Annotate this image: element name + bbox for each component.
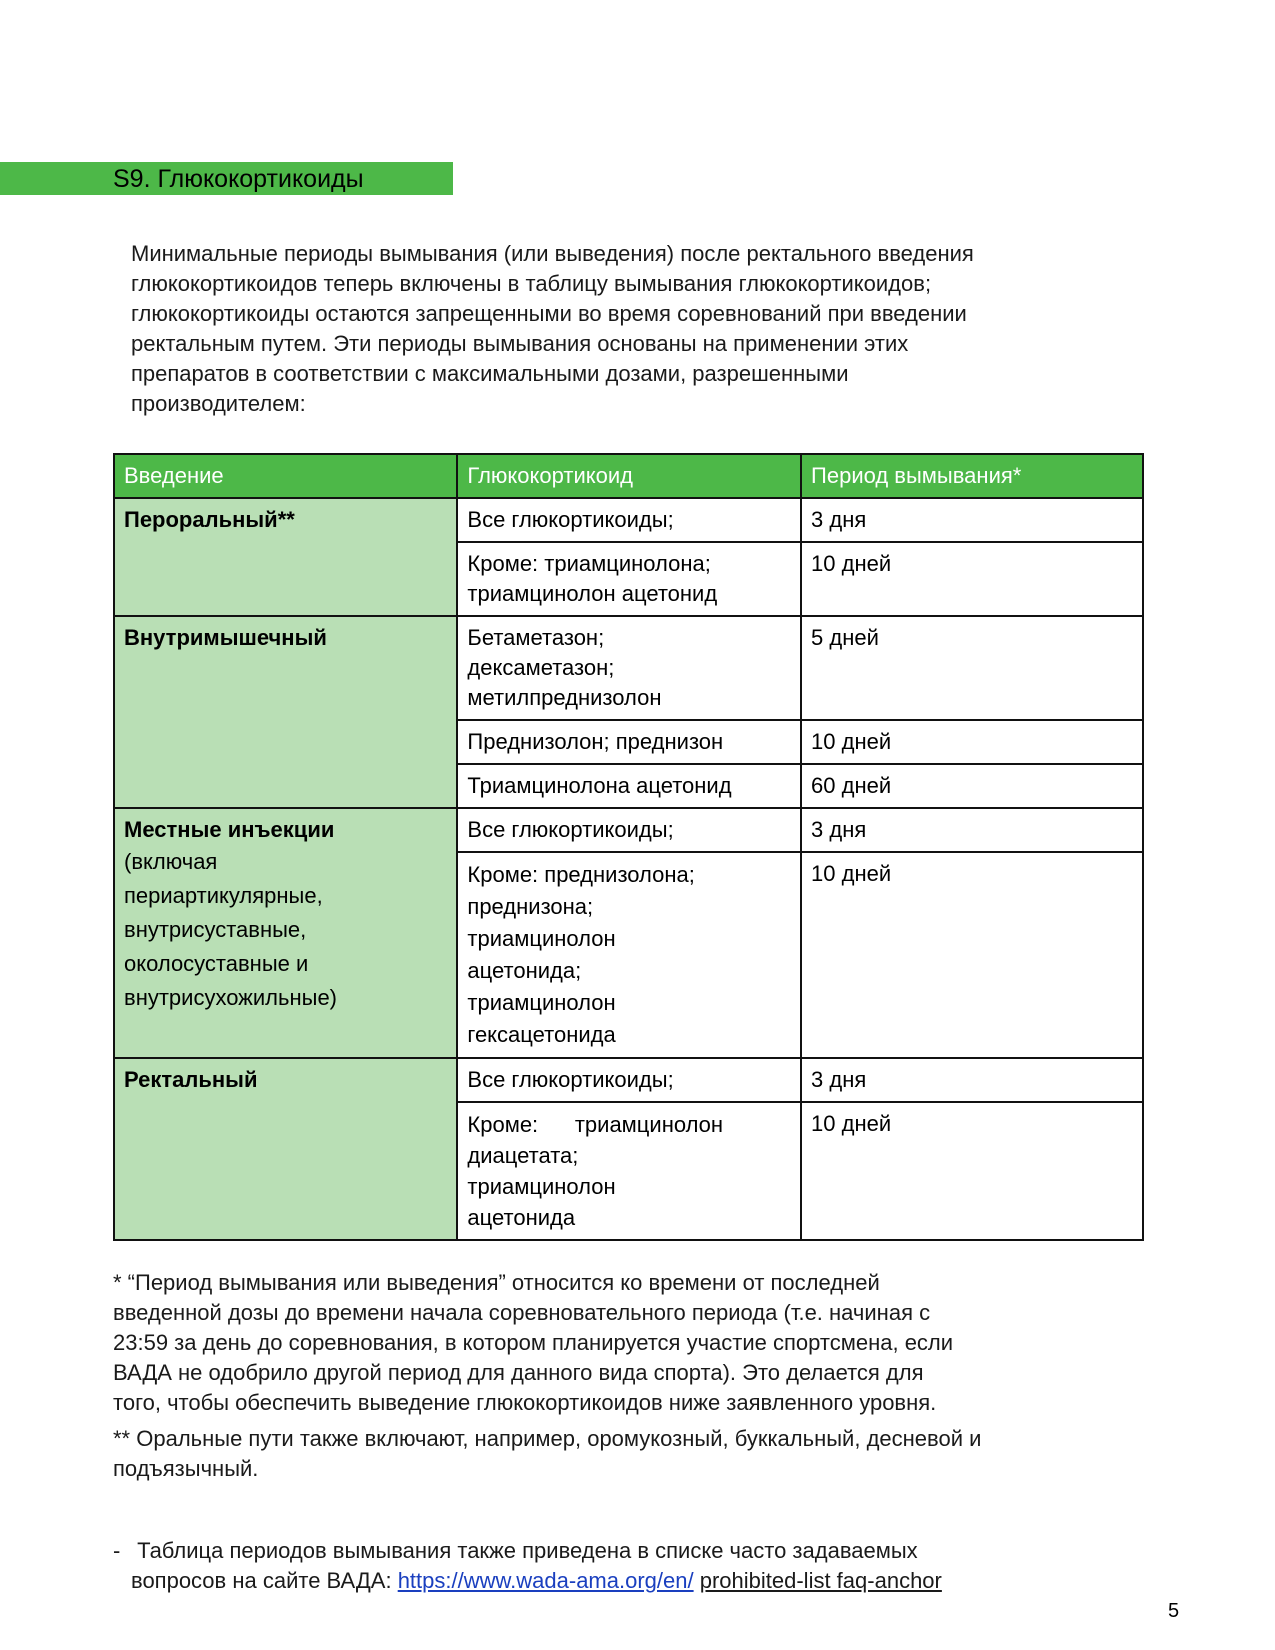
- drug-cell: [457, 616, 801, 720]
- period-cell: 10 дней: [801, 720, 1143, 764]
- drug-line: Кроме: преднизолона;: [467, 862, 695, 887]
- bullet-line: [131, 1566, 1183, 1596]
- drug-line: Триамцинолона ацетонид: [467, 773, 732, 798]
- footnote-line: подъязычный.: [113, 1456, 259, 1481]
- footnote-line: того, чтобы обеспечить выведение глюкокортикоидов ниже заявленного уровня.: [113, 1390, 937, 1415]
- route-cell-intramuscular: [114, 616, 457, 808]
- drug-cell: [457, 542, 801, 616]
- footnotes: [113, 1268, 1183, 1484]
- route-cell-rectal: [114, 1058, 457, 1240]
- route-note-line: внутрисухожильные): [124, 985, 338, 1010]
- drug-line: триамцинолон ацетонид: [467, 581, 718, 606]
- drug-line: Кроме: триамцинолон: [467, 1112, 724, 1137]
- drug-cell: [457, 498, 801, 542]
- intro-line: производителем:: [131, 391, 306, 416]
- footnote-line: 23:59 за день до соревнования, в котором планируется участие спортсмена, если: [113, 1330, 954, 1355]
- faq-anchor-link[interactable]: prohibited-list faq-anchor: [699, 1568, 942, 1593]
- intro-paragraph: [131, 239, 1171, 419]
- table-row: [114, 808, 1143, 852]
- table-header-row: [114, 454, 1143, 498]
- drug-line: ацетонида;: [467, 958, 582, 983]
- period-cell: 5 дней: [801, 616, 1143, 720]
- table-row: [114, 1058, 1143, 1102]
- period-cell: 3 дня: [801, 1058, 1143, 1102]
- route-cell-oral: [114, 498, 457, 616]
- bullet-note: [113, 1536, 1183, 1596]
- section-title: S9. Глюкокортикоиды: [113, 165, 364, 193]
- drug-line: Преднизолон; преднизон: [467, 729, 724, 754]
- route-note-line: околосуставные и: [124, 951, 309, 976]
- drug-line: Все глюкортикоиды;: [467, 1067, 674, 1092]
- drug-line: Все глюкортикоиды;: [467, 507, 674, 532]
- wada-link[interactable]: https://www.wada-ama.org/en/: [397, 1568, 694, 1593]
- drug-line: Бетаметазон;: [467, 625, 605, 650]
- intro-line: Минимальные периоды вымывания (или выведения) после ректального введения: [131, 241, 974, 266]
- intro-line: глюкокортикоидов теперь включены в таблицу вымывания глюкокортикоидов;: [131, 271, 932, 296]
- footnote-washout-definition: [113, 1268, 1183, 1418]
- intro-line: ректальным путем. Эти периоды вымывания основаны на применении этих: [131, 331, 909, 356]
- footnote-line: ВАДА не одобрило другой период для данного вида спорта). Это делается для: [113, 1360, 924, 1385]
- route-name: Местные инъекции: [124, 817, 335, 842]
- drug-line: гексацетонида: [467, 1022, 616, 1047]
- drug-cell: [457, 852, 801, 1058]
- page-number: 5: [1168, 1600, 1180, 1622]
- drug-line: ацетонида: [467, 1205, 576, 1230]
- period-cell: 3 дня: [801, 808, 1143, 852]
- route-note-line: периартикулярные,: [124, 883, 323, 908]
- route-name: Ректальный: [124, 1067, 258, 1092]
- period-cell: 10 дней: [801, 1102, 1143, 1240]
- drug-line: триамцинолон: [467, 1174, 616, 1199]
- drug-cell: [457, 1102, 801, 1240]
- bullet-marker: -: [113, 1538, 121, 1563]
- drug-cell: [457, 1058, 801, 1102]
- drug-line: триамцинолон: [467, 926, 616, 951]
- route-note-line: (включая: [124, 849, 218, 874]
- table-row: [114, 498, 1143, 542]
- intro-line: глюкокортикоиды остаются запрещенными во время соревнований при введении: [131, 301, 967, 326]
- route-name: Внутримышечный: [124, 625, 327, 650]
- bullet-line: [131, 1536, 1183, 1566]
- route-note-line: внутрисуставные,: [124, 917, 307, 942]
- drug-line: триамцинолон: [467, 990, 616, 1015]
- header-route: Введение: [114, 454, 457, 498]
- drug-cell: [457, 808, 801, 852]
- intro-line: препаратов в соответствии с максимальными дозами, разрешенными: [131, 361, 849, 386]
- drug-line: диацетата;: [467, 1143, 579, 1168]
- drug-line: преднизона;: [467, 894, 594, 919]
- footnote-oral-routes: [113, 1424, 1183, 1484]
- footnote-line: * “Период вымывания или выведения” относится ко времени от последней: [113, 1270, 880, 1295]
- washout-table: [113, 453, 1144, 1241]
- bullet-text: вопросов на сайте ВАДА:: [131, 1568, 398, 1593]
- drug-cell: [457, 764, 801, 808]
- bullet-text: Таблица периодов вымывания также приведена в списке часто задаваемых: [137, 1538, 918, 1563]
- drug-line: метилпреднизолон: [467, 685, 662, 710]
- table-row: [114, 616, 1143, 720]
- drug-line: Все глюкортикоиды;: [467, 817, 674, 842]
- period-cell: 3 дня: [801, 498, 1143, 542]
- period-cell: 10 дней: [801, 852, 1143, 1058]
- route-cell-local-injections: [114, 808, 457, 1058]
- footnote-line: ** Оральные пути также включают, например, оромукозный, буккальный, десневой и: [113, 1426, 982, 1451]
- route-name: Пероральный**: [124, 507, 295, 532]
- period-cell: 10 дней: [801, 542, 1143, 616]
- header-glucocorticoid: Глюкокортикоид: [457, 454, 801, 498]
- footnote-line: введенной дозы до времени начала соревновательного периода (т.е. начиная с: [113, 1300, 931, 1325]
- header-washout-period: Период вымывания*: [801, 454, 1143, 498]
- drug-cell: [457, 720, 801, 764]
- period-cell: 60 дней: [801, 764, 1143, 808]
- drug-line: дексаметазон;: [467, 655, 615, 680]
- drug-line: Кроме: триамцинолона;: [467, 551, 711, 576]
